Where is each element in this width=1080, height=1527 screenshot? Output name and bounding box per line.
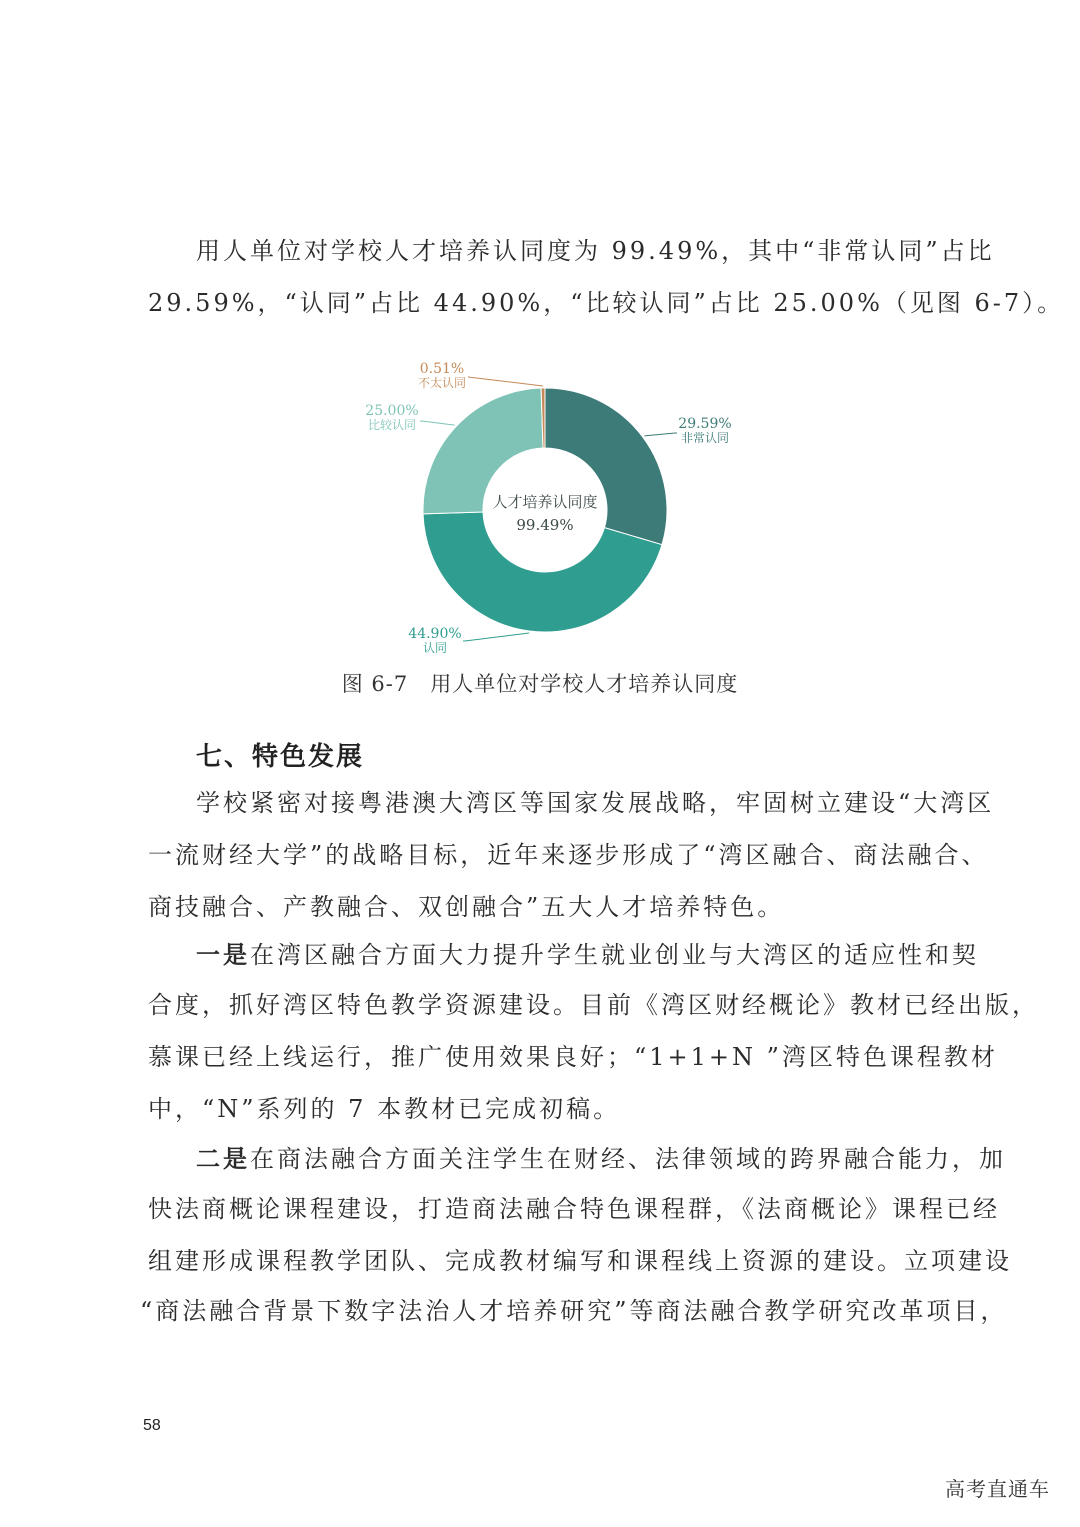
slice-category-label: 比较认同: [367, 418, 417, 432]
para2-line-2: 合度，抓好湾区特色教学资源建设。目前《湾区财经概论》教材已经出版，: [148, 991, 1039, 1019]
center-value: 99.49%: [516, 516, 574, 534]
para2-line-1: [196, 940, 996, 970]
center-title: 人才培养认同度: [492, 493, 598, 511]
para1-line-2: 一流财经大学”的战略目标，近年来逐步形成了“湾区融合、商法融合、: [148, 841, 989, 869]
slice-category-label: 认同: [422, 641, 448, 655]
slice-category-label: 非常认同: [680, 431, 730, 445]
para3-lead: 二是: [196, 1144, 250, 1173]
leader-somewhat-agree: [420, 421, 455, 425]
section-heading: 七、特色发展: [196, 742, 365, 772]
slice-value-label: 29.59%: [678, 416, 732, 432]
para3-line-2: 快法商概论课程建设，打造商法融合特色课程群，《法商概论》课程已经: [148, 1195, 1000, 1223]
page-number: 58: [143, 1417, 161, 1434]
slice-value-label: 0.51%: [419, 361, 465, 377]
slice-value-label: 25.00%: [365, 403, 419, 419]
intro-line-2: 29.59%，“认同”占比 44.90%，“比较认同”占比 25.00%（见图 6-7）。: [148, 289, 1065, 317]
para3-line-4: “商法融合背景下数字法治人才培养研究”等商法融合教学研究改革项目，: [140, 1297, 1008, 1325]
slice-category-label: 不太认同: [417, 376, 467, 390]
watermark: 高考直通车: [945, 1477, 1050, 1501]
leader-slightly-agree: [468, 377, 543, 386]
para1-line-1: 学校紧密对接粤港澳大湾区等国家发展战略，牢固树立建设“大湾区: [196, 789, 995, 817]
para3-line-1: [196, 1144, 1006, 1174]
para3-line-3: 组建形成课程教学团队、完成教材编写和课程线上资源的建设。立项建设: [148, 1247, 1012, 1275]
para2-line-3: 慕课已经上线运行，推广使用效果良好；“1+1+N ”湾区特色课程教材: [148, 1043, 998, 1071]
para2-line-4: 中，“N”系列的 7 本教材已完成初稿。: [148, 1095, 621, 1123]
intro-line-1: 用人单位对学校人才培养认同度为 99.49%，其中“非常认同”占比: [196, 237, 995, 265]
slice-value-label: 44.90%: [408, 626, 462, 642]
leader-agree: [463, 633, 529, 641]
para2-line-1-text: 在湾区融合方面大力提升学生就业创业与大湾区的适应性和契: [250, 941, 979, 969]
donut-chart: [330, 355, 750, 655]
para1-line-3: 商技融合、产教融合、双创融合”五大人才培养特色。: [148, 893, 785, 921]
para2-lead: 一是: [196, 940, 250, 969]
leader-very-agree: [644, 433, 677, 436]
para3-line-1-text: 在商法融合方面关注学生在财经、法律领域的跨界融合能力，加: [250, 1145, 1006, 1173]
figure-caption: 图 6-7 用人单位对学校人才培养认同度: [341, 672, 739, 696]
